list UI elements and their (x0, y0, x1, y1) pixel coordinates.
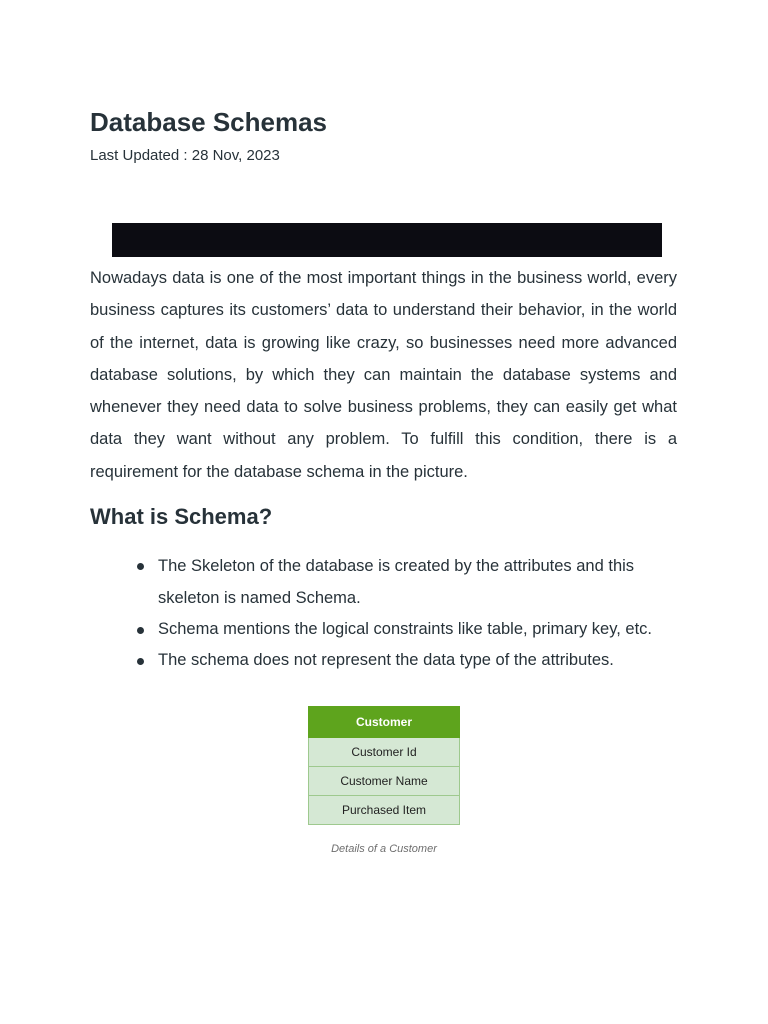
section-heading: What is Schema? (90, 504, 273, 529)
list-item-text: Schema mentions the logical constraints like table, primary key, etc. (158, 620, 652, 638)
list-item-text: The schema does not represent the data type of the attributes. (158, 651, 614, 669)
table-row (309, 738, 460, 767)
list-item-text: The Skeleton of the database is created by the attributes and this skeleton is named Schema. (158, 557, 635, 607)
table-row (309, 796, 460, 825)
last-updated-date: Last Updated : 28 Nov, 2023 (90, 147, 280, 164)
list-item (158, 645, 678, 676)
page-title: Database Schemas (90, 107, 328, 137)
customer-schema-table (308, 706, 460, 825)
redacted-banner (112, 223, 662, 257)
bullet-dot-icon (137, 658, 144, 665)
list-item (158, 614, 678, 645)
figure-caption: Details of a Customer (331, 843, 437, 855)
bullet-dot-icon (137, 563, 144, 570)
schema-table-cell: Customer Name (309, 767, 460, 796)
schema-table-header: Customer (309, 707, 460, 738)
list-item (158, 550, 678, 614)
intro-paragraph: Nowadays data is one of the most important things in the business world, every business captures its customers’ data to understand their behavior, in the world of the internet, data is growing like crazy, so businesses need more advanced database solutions, by which they can maintain the database systems and whenever they need data to solve business problems, they can easily get what data they want without any problem. To fulfill this condition, there is a requirement for the database schema in the picture. (90, 269, 677, 481)
schema-table-cell: Purchased Item (309, 796, 460, 825)
bullet-dot-icon (137, 627, 144, 634)
schema-table-cell: Customer Id (309, 738, 460, 767)
bullet-list (158, 550, 678, 676)
table-row (309, 767, 460, 796)
